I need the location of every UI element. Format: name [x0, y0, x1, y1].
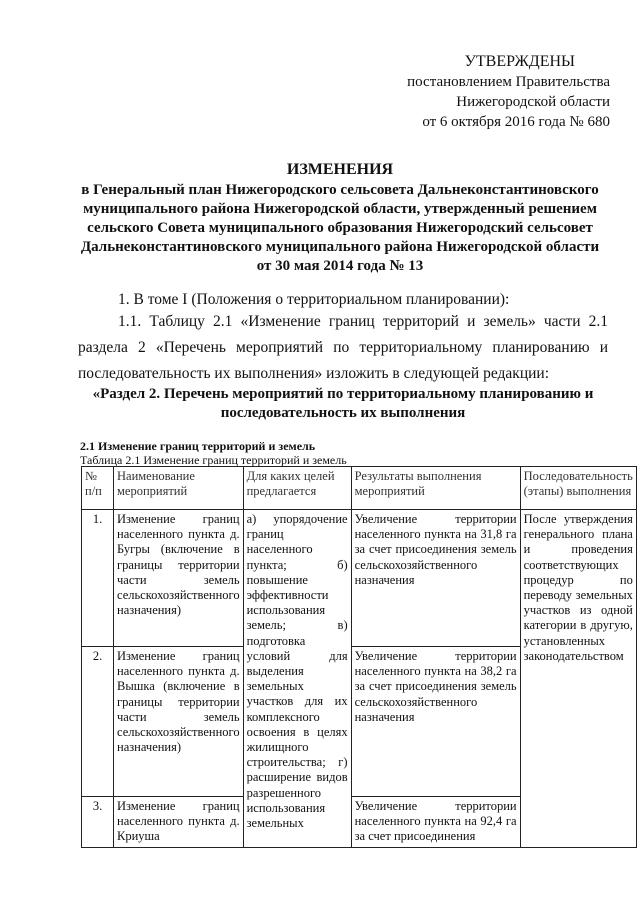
header-num: № п/п	[82, 467, 114, 510]
row-result: Увеличение территории населенного пункта на 38,2 га за счет присоединения земель сельскохозяйственного назначения	[351, 647, 520, 797]
changes-table	[81, 466, 637, 848]
header-name: Наименование мероприятий	[114, 467, 244, 510]
table-row	[82, 510, 637, 647]
row-name: Изменение границ населенного пункта д. Вышка (включение в границы территории части земель сельскохозяйственного назначения)	[114, 647, 244, 797]
sequence-cell: После утверждения генерального плана и проведения соответствующих процедур по переводу земельных участков из одной категории в другую, установленных законодательством	[520, 510, 636, 848]
row-name: Изменение границ населенного пункта д. Криуша	[114, 797, 244, 848]
header-sequence: Последовательность (этапы) выполнения	[520, 467, 636, 510]
row-result: Увеличение территории населенного пункта на 92,4 га за счет присоединения	[351, 797, 520, 848]
purpose-cell: а) упорядочение границ населенного пункта; б) повышение эффективности использования земель; в) подготовка условий для выделения земельных участков для их комплексного освоения в целях жилищного строительства; г) расширение видов разрешенного использования земельных	[243, 510, 351, 848]
paragraph-1-1: 1.1. Таблицу 2.1 «Изменение границ территорий и земель» части 2.1 раздела 2 «Перечень мероприятий по территориальному планированию и последовательность их выполнения» изложить в следующей редакции:	[78, 313, 608, 382]
row-num: 2.	[82, 647, 114, 797]
approved-by-line1: постановлением Правительства	[407, 74, 610, 90]
row-num: 3.	[82, 797, 114, 848]
paragraph-1: 1. В томе I (Положения о территориальном планировании):	[118, 291, 510, 308]
title-heading: ИЗМЕНЕНИЯ	[286, 161, 394, 178]
header-result: Результаты выполнения мероприятий	[351, 467, 520, 510]
row-num: 1.	[82, 510, 114, 647]
approved-by-line2: Нижегородской области	[456, 94, 610, 110]
approval-block	[370, 52, 610, 132]
approved-by-line3: от 6 октября 2016 года № 680	[422, 114, 610, 130]
row-name: Изменение границ населенного пункта д. Бугры (включение в границы территории части земель сельскохозяйственного назначения)	[114, 510, 244, 647]
row-result: Увеличение территории населенного пункта на 31,8 га за счет присоединения земель сельскохозяйственного назначения	[351, 510, 520, 647]
section-heading: «Раздел 2. Перечень мероприятий по территориальному планированию и последовательность их выполнения	[92, 386, 594, 421]
subsection-heading: 2.1 Изменение границ территорий и земель	[80, 439, 316, 453]
table-header-row	[82, 467, 637, 510]
table-caption: Таблица 2.1 Изменение границ территорий и земель	[80, 453, 347, 467]
title-text: в Генеральный план Нижегородского сельсовета Дальнеконстантиновского муниципального района Нижегородской области, утвержденный решением сельского Совета муниципального образования Нижегородский сельсовет Дальнеконстантиновского муниципального района Нижегородской области от 30 мая 2014 года № 13	[80, 182, 600, 274]
document-title	[75, 160, 605, 276]
approved-label: УТВЕРЖДЕНЫ	[464, 53, 575, 70]
header-purpose: Для каких целей предлагается	[243, 467, 351, 510]
